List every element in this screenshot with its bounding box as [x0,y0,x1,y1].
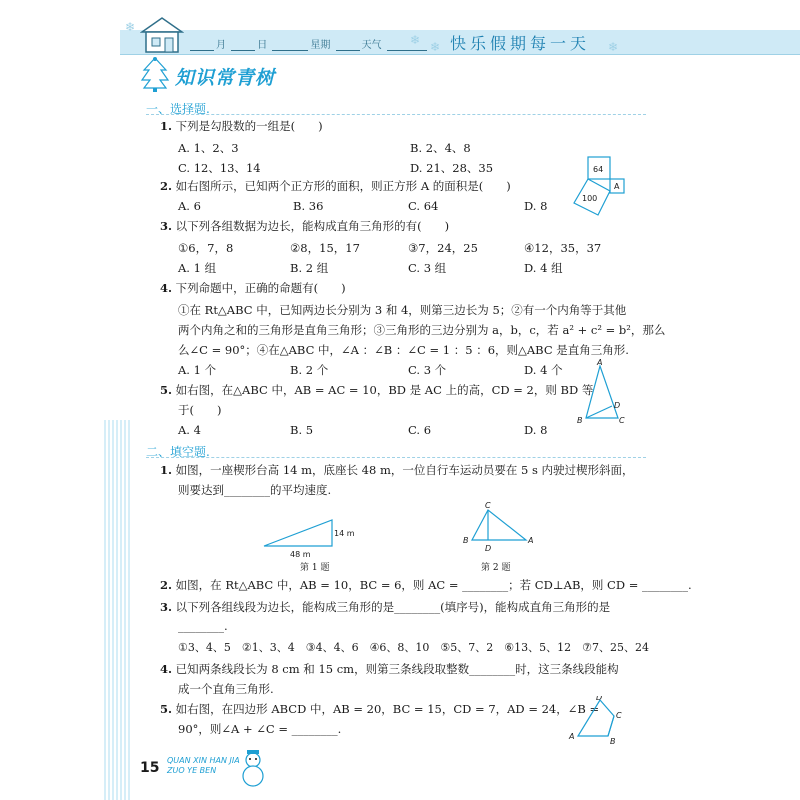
statement-line-1: ①在 Rt△ABC 中，已知两边长分别为 3 和 4，则第三边长为 5；②有一个内角等于其他 [178,303,627,317]
option-c: C. 3 个 [408,363,447,377]
question-text: 以下列各组数据为边长，能构成直角三角形的有( ) [175,219,450,233]
option-a: A. 1、2、3 [178,141,239,155]
day-label: 日 [257,40,268,51]
brand-label [167,756,240,776]
option-a: A. 1 组 [178,261,217,275]
vertex-c-label: C [619,416,625,425]
snowman-icon [238,748,268,788]
date-row [188,36,429,51]
option-b: B. 36 [293,199,324,213]
fill-question-4: 4. 已知两条线段长为 8 cm 和 15 cm，则第三条线段取整数________时，这三条线段能构 [160,662,619,676]
month-label: 月 [216,40,226,51]
group-3: ③7，24，25 [408,241,478,255]
section-divider [146,114,646,115]
option-c: C. 6 [408,423,432,437]
group-1: ①6，7，8 [178,241,234,255]
question-text-cont: 成一个直角三角形. [178,682,274,696]
question-4: 4. 下列命题中，正确的命题有( ) [160,281,346,295]
snowflake-icon: ❄ [430,40,441,54]
snowflake-icon: ❄ [410,33,421,47]
quadrilateral-figure [566,696,630,750]
section-divider [146,457,646,458]
height-label: 14 m [334,529,355,538]
option-d: D. 4 组 [524,261,563,275]
square-64-label: 64 [593,165,604,174]
option-a: A. 6 [178,199,201,213]
question-text: 如图，一座楔形台高 14 m，底座长 48 m，一位自行车运动员要在 5 s 内驶过楔形斜面， [175,463,634,477]
segment-groups: ①3、4、5 ②1、3、4 ③4、4、6 ④6、8、10 ⑤5、7、2 ⑥13、5、12 ⑦7、25、24 [178,641,649,654]
square-100-label: 100 [582,194,598,203]
group-4: ④12，35，37 [524,241,602,255]
vertex-d-label: D [485,544,492,553]
question-text: 如右图，在四边形 ABCD 中，AB = 20，BC = 15，CD = 7，AD = 24，∠B = [175,702,600,716]
option-b: B. 5 [290,423,314,437]
question-text: 下列是勾股数的一组是( ) [175,119,323,133]
question-1: 1. 下列是勾股数的一组是( ) [160,119,323,133]
vertex-a-label: A [597,358,603,367]
square-a-label: A [614,182,620,191]
option-c: C. 3 组 [408,261,447,275]
squares-figure [564,155,634,223]
figure-1-caption: 第 1 题 [300,563,330,573]
fill-question-2: 2. 如图，在 Rt△ABC 中，AB = 10，BC = 6，则 AC = ________；若 CD⊥AB，则 CD = ________. [160,578,692,592]
option-d: D. 8 [524,199,548,213]
vertex-a-label: A [528,536,534,545]
section-choice-heading: 一、选择题. [146,102,210,116]
statement-line-2: 两个内角之和的三角形是直角三角形；③三角形的三边分别为 a，b，c，若 a² + c² = b²，那么 [178,323,666,337]
triangle-abc-figure [574,358,630,432]
vertex-a-label: A [569,732,575,741]
question-text: 以下列各组线段为边长，能构成三角形的是________(填序号)，能构成直角三角形的是 [175,600,611,614]
option-a: A. 1 个 [178,363,217,377]
snowflake-icon: ❄ [608,40,619,54]
brand-line-1: QUAN XIN HAN JIA [167,756,240,765]
option-d: D. 8 [524,423,548,437]
banner-title: 知识常青树 [175,67,276,89]
header-slogan: 快乐假期每一天 [450,34,591,53]
vertex-d-label: D [596,696,603,702]
question-text-cont: 于( ) [178,403,222,417]
question-text: 已知两条线段长为 8 cm 和 15 cm，则第三条线段取整数________时，这三条线段能构 [175,662,619,676]
option-a: A. 4 [178,423,201,437]
option-b: B. 2 组 [290,261,329,275]
fill-question-5: 5. 如右图，在四边形 ABCD 中，AB = 20，BC = 15，CD = 7，AD = 24，∠B = [160,702,600,716]
group-2: ②8，15，17 [290,241,360,255]
question-text-cont: 90°，则∠A + ∠C = ________. [178,722,342,736]
fill-question-1: 1. 如图，一座楔形台高 14 m，底座长 48 m，一位自行车运动员要在 5 s 内驶过楔形斜面， [160,463,634,477]
statement-line-3: 么∠C = 90°；④在△ABC 中，∠A ：∠B ：∠C = 1 ：5 ：6，则△ABC 是直角三角形. [178,343,629,357]
house-icon [140,14,184,54]
page-number: 15 [140,760,160,776]
option-b: B. 2 个 [290,363,329,377]
christmas-tree-icon [140,56,170,92]
question-text: 下列命题中，正确的命题有( ) [175,281,346,295]
decorative-stripe [104,420,130,800]
question-text: 如图，在 Rt△ABC 中，AB = 10，BC = 6，则 AC = ________；若 CD⊥AB，则 CD = ________. [175,578,692,592]
vertex-b-label: B [577,416,583,425]
question-text-cont: 则要达到________的平均速度. [178,483,332,497]
base-label: 48 m [290,550,311,559]
option-d: D. 4 个 [524,363,563,377]
question-5: 5. 如右图，在△ABC 中，AB = AC = 10，BD 是 AC 上的高，CD = 2，则 BD 等 [160,383,594,397]
question-3: 3. 以下列各组数据为边长，能构成直角三角形的有( ) [160,219,450,233]
snowflake-icon: ❄ [125,20,136,34]
right-triangle-figure [460,500,540,560]
option-d: D. 21、28、35 [410,161,494,175]
question-text-cont: ________. [178,619,228,633]
vertex-c-label: C [616,711,622,720]
option-c: C. 64 [408,199,439,213]
option-c: C. 12、13、14 [178,161,261,175]
brand-line-2: ZUO YE BEN [167,766,217,775]
question-2: 2. 如右图所示，已知两个正方形的面积，则正方形 A 的面积是( ) [160,179,511,193]
vertex-c-label: C [485,501,491,510]
figure-2-caption: 第 2 题 [481,563,511,573]
wedge-figure [262,512,372,566]
section-fill-heading: 二、填空题. [146,445,210,459]
vertex-d-label: D [614,401,621,410]
fill-question-3: 3. 以下列各组线段为边长，能构成三角形的是________(填序号)，能构成直角三角形的是 [160,600,611,614]
question-text: 如右图，在△ABC 中，AB = AC = 10，BD 是 AC 上的高，CD = 2，则 BD 等 [175,383,594,397]
option-b: B. 2、4、8 [410,141,471,155]
weather-label: 天气 [361,40,382,51]
question-text: 如右图所示，已知两个正方形的面积，则正方形 A 的面积是( ) [175,179,511,193]
vertex-b-label: B [610,737,616,746]
weekday-label: 星期 [310,40,331,51]
vertex-b-label: B [463,536,469,545]
